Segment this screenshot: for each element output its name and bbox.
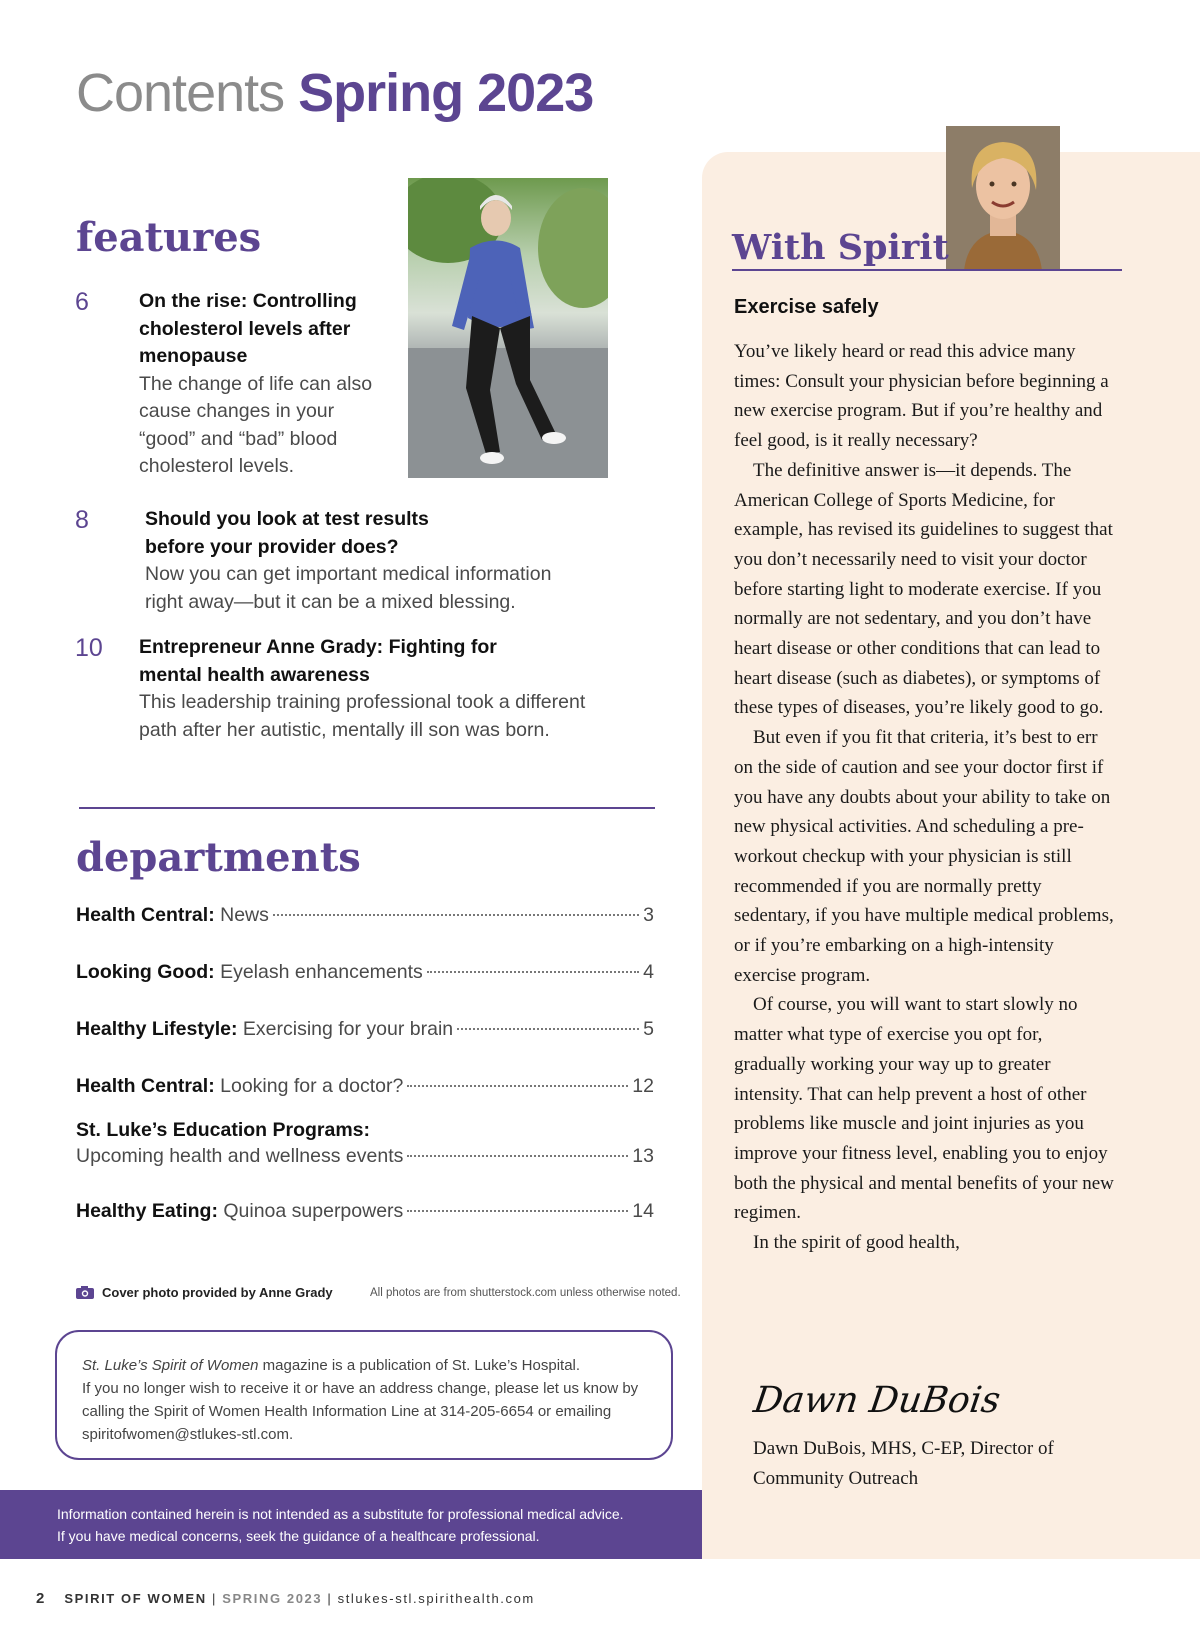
feature-1-title: On the rise: Controlling cholesterol levels after menopause xyxy=(139,290,357,367)
department-label: Health Central: xyxy=(76,1075,215,1097)
department-page: 3 xyxy=(643,904,654,926)
footer-magazine: SPIRIT OF WOMEN xyxy=(64,1591,207,1606)
department-page: 12 xyxy=(632,1075,654,1097)
leader-dots xyxy=(407,1085,628,1087)
woman-stretching-illustration xyxy=(408,178,608,478)
contact-info: If you no longer wish to receive it or have an address change, please let us know by calling the Spirit of Women Health Information Line at 314-205-6654 or emailing spiritofwomen@stlukes-stl.com. xyxy=(82,1380,639,1443)
feature-2-title: Should you look at test results before your provider does? xyxy=(145,508,429,558)
issue-title: Spring 2023 xyxy=(298,63,594,123)
medical-disclaimer-bar xyxy=(0,1490,702,1559)
feature-3-title: Entrepreneur Anne Grady: Fighting for mental health awareness xyxy=(139,636,497,686)
leader-dots xyxy=(427,971,639,973)
footer-separator: | xyxy=(212,1591,217,1606)
feature-photo-woman-exercising xyxy=(408,178,608,478)
article-paragraph-3: But even if you fit that criteria, it’s best to err on the side of caution and see your doctor first if you have any doubts about your ability to take on new physical activities. And scheduling a pre-workout checkup with your physician is still recommended if you are normally pretty sedentary, if you have multiple medical problems, or if you’re embarking on a high-intensity exercise program. xyxy=(734,727,1114,986)
article-paragraph-2: The definitive answer is—it depends. The American College of Sports Medicine, for example, has revised its guidelines to suggest that you don’t necessarily need to visit your doctor before starting light to moderate exercise. If you normally are not sedentary, and you don’t have heart disease or other conditions that can lead to heart disease (such as diabetes), or symptoms of these types of diseases, you’re likely good to go. xyxy=(734,459,1113,719)
department-row-health-central-doctor[interactable] xyxy=(76,1073,654,1099)
department-page: 5 xyxy=(643,1018,654,1040)
department-page: 13 xyxy=(632,1145,654,1167)
cover-photo-credit-text: Cover photo provided by Anne Grady xyxy=(102,1285,333,1300)
article-paragraph-4: Of course, you will want to start slowly no matter what type of exercise you opt for, gradually working your way up to greater intensity. That can help prevent a host of other problems like muscle and joint injuries as you improve your fitness level, enabling you to enjoy both the physical and mental benefits of your new regimen. xyxy=(734,994,1114,1224)
feature-3[interactable] xyxy=(139,634,589,744)
department-row-healthy-lifestyle[interactable] xyxy=(76,1016,654,1042)
leader-dots xyxy=(457,1028,639,1030)
section-divider xyxy=(79,807,655,809)
departments-heading: departments xyxy=(76,834,361,881)
leader-dots xyxy=(407,1210,628,1212)
department-page: 14 xyxy=(632,1200,654,1222)
department-subject: Looking for a doctor? xyxy=(220,1075,404,1097)
page-title xyxy=(76,63,594,123)
feature-1-page: 6 xyxy=(75,288,89,316)
article-closing: In the spirit of good health, xyxy=(753,1232,960,1254)
department-row-health-central-news[interactable] xyxy=(76,902,654,928)
feature-3-description: This leadership training professional took a different path after her autistic, mentally ill son was born. xyxy=(139,691,586,741)
leader-dots xyxy=(407,1155,628,1157)
department-row-looking-good[interactable] xyxy=(76,959,654,985)
contents-word: Contents xyxy=(76,63,285,123)
disclaimer-line-1: Information contained herein is not intended as a substitute for professional medical advice. xyxy=(57,1506,624,1522)
feature-1[interactable] xyxy=(139,288,384,481)
photos-source-note: All photos are from shutterstock.com unless otherwise noted. xyxy=(370,1287,681,1299)
department-label: St. Luke’s Education Programs: xyxy=(76,1119,371,1141)
feature-3-page: 10 xyxy=(75,634,103,662)
publication-info-box xyxy=(55,1330,673,1460)
footer-separator: | xyxy=(327,1591,333,1606)
author-portrait xyxy=(946,126,1060,271)
page-footer xyxy=(36,1590,535,1607)
department-subject: Exercising for your brain xyxy=(242,1018,454,1040)
magazine-name: St. Luke’s Spirit of Women xyxy=(82,1357,259,1374)
article-subheading: Exercise safely xyxy=(734,296,879,318)
cover-photo-credit xyxy=(76,1285,333,1300)
leader-dots xyxy=(273,914,639,916)
smiling-woman-portrait xyxy=(946,126,1060,271)
disclaimer-line-2: If you have medical concerns, seek the guidance of a healthcare professional. xyxy=(57,1528,540,1544)
department-label: Health Central: xyxy=(76,904,215,926)
with-spirit-heading: With Spirit xyxy=(732,227,949,268)
with-spirit-rule xyxy=(732,269,1122,271)
author-signoff: Dawn DuBois, MHS, C-EP, Director of Community Outreach xyxy=(753,1438,1054,1489)
department-label: Looking Good: xyxy=(76,961,215,983)
feature-2-description: Now you can get important medical information right away—but it can be a mixed blessing. xyxy=(145,563,552,613)
feature-2-page: 8 xyxy=(75,506,89,534)
article-body xyxy=(734,337,1114,1258)
department-label: Healthy Lifestyle: xyxy=(76,1018,238,1040)
department-row-education-programs[interactable] xyxy=(76,1117,654,1169)
handwritten-signature: Dawn DuBois xyxy=(751,1380,1003,1421)
footer-issue: SPRING 2023 xyxy=(222,1591,323,1606)
department-row-healthy-eating[interactable] xyxy=(76,1198,654,1224)
department-page: 4 xyxy=(643,961,654,983)
camera-icon xyxy=(76,1286,94,1299)
features-heading: features xyxy=(76,214,262,261)
department-subject: Eyelash enhancements xyxy=(220,961,423,983)
article-paragraph-1: You’ve likely heard or read this advice many times: Consult your physician before beginning a new exercise program. But if you’re healthy and feel good, is it really necessary? xyxy=(734,341,1109,452)
feature-1-description: The change of life can also cause changes in your “good” and “bad” blood cholesterol levels. xyxy=(139,372,373,477)
page-number: 2 xyxy=(36,1590,45,1607)
department-subject: Quinoa superpowers xyxy=(223,1200,404,1222)
footer-url[interactable]: stlukes-stl.spirithealth.com xyxy=(337,1591,535,1606)
feature-2[interactable] xyxy=(145,506,575,616)
publication-statement: magazine is a publication of St. Luke’s Hospital. xyxy=(258,1357,581,1374)
department-label: Healthy Eating: xyxy=(76,1200,218,1222)
department-subject: Upcoming health and wellness events xyxy=(76,1145,404,1167)
department-subject: News xyxy=(220,904,269,926)
